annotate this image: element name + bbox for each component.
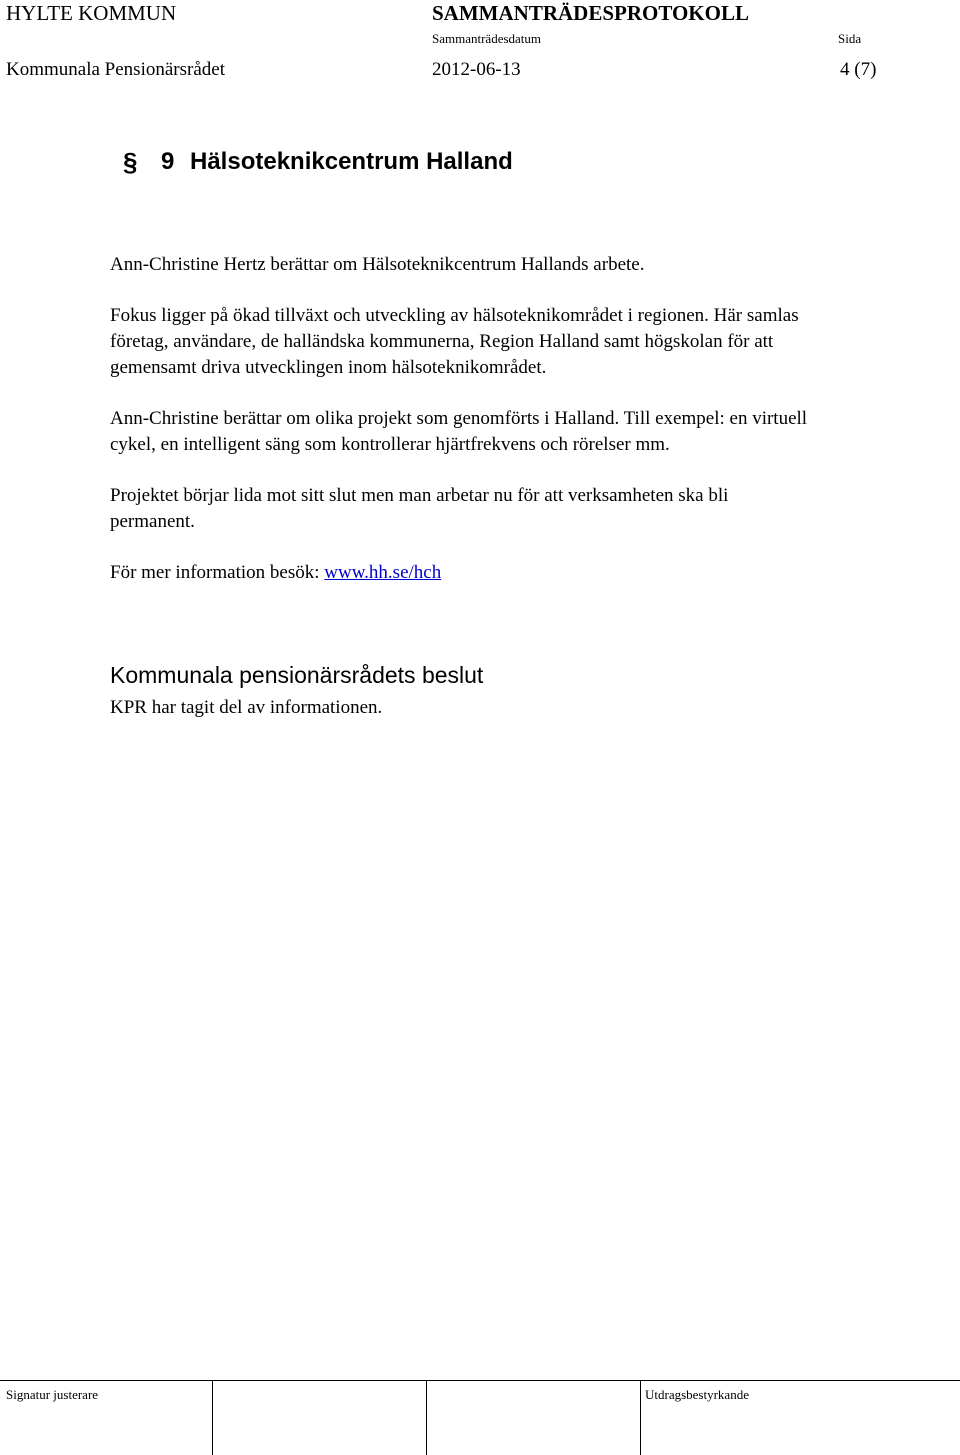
document-title: SAMMANTRÄDESPROTOKOLL xyxy=(432,1,749,25)
decision-text: KPR har tagit del av informationen. xyxy=(110,697,383,718)
signature-label: Signatur justerare xyxy=(6,1387,99,1402)
section-title: Hälsoteknikcentrum Halland xyxy=(190,148,513,175)
signature-footer xyxy=(0,1380,960,1454)
paragraph: Ann-Christine berättar om olika projekt som genomförts i Halland. Till exempel: en virtuell cykel, en intelligent säng som kontrollerar hjärtfrekvens och rörelser mm. xyxy=(110,408,808,455)
page-number: 4 (7) xyxy=(840,59,877,80)
footer-divider xyxy=(212,1381,213,1455)
paragraph: Fokus ligger på ökad tillväxt och utveckling av hälsoteknikområdet i regionen. Här samlas företag, användare, de halländska kommunerna, Region Halland samt högskolan för att gemensamt driva utvecklingen inom hälsoteknikområdet. xyxy=(110,305,799,378)
footer-divider xyxy=(640,1381,641,1455)
info-link[interactable]: www.hh.se/hch xyxy=(324,562,442,583)
page-label: Sida xyxy=(838,31,862,46)
meeting-date-label: Sammanträdesdatum xyxy=(432,31,542,46)
more-info-line xyxy=(110,560,940,586)
municipality-name: HYLTE KOMMUN xyxy=(6,1,177,25)
section-symbol: § xyxy=(123,147,138,177)
section-body xyxy=(110,252,940,611)
extract-certification-label: Utdragsbestyrkande xyxy=(645,1387,749,1402)
council-name: Kommunala Pensionärsrådet xyxy=(6,59,225,80)
section-number: 9 xyxy=(161,148,175,175)
paragraph: Projektet börjar lida mot sitt slut men man arbetar nu för att verksamheten ska bli permanent. xyxy=(110,485,729,532)
paragraph: Ann-Christine Hertz berättar om Hälsoteknikcentrum Hallands arbete. xyxy=(110,254,645,275)
footer-divider xyxy=(426,1381,427,1455)
more-info-prefix: För mer information besök: xyxy=(110,562,325,583)
meeting-date: 2012-06-13 xyxy=(432,59,521,80)
decision-heading: Kommunala pensionärsrådets beslut xyxy=(110,662,484,688)
